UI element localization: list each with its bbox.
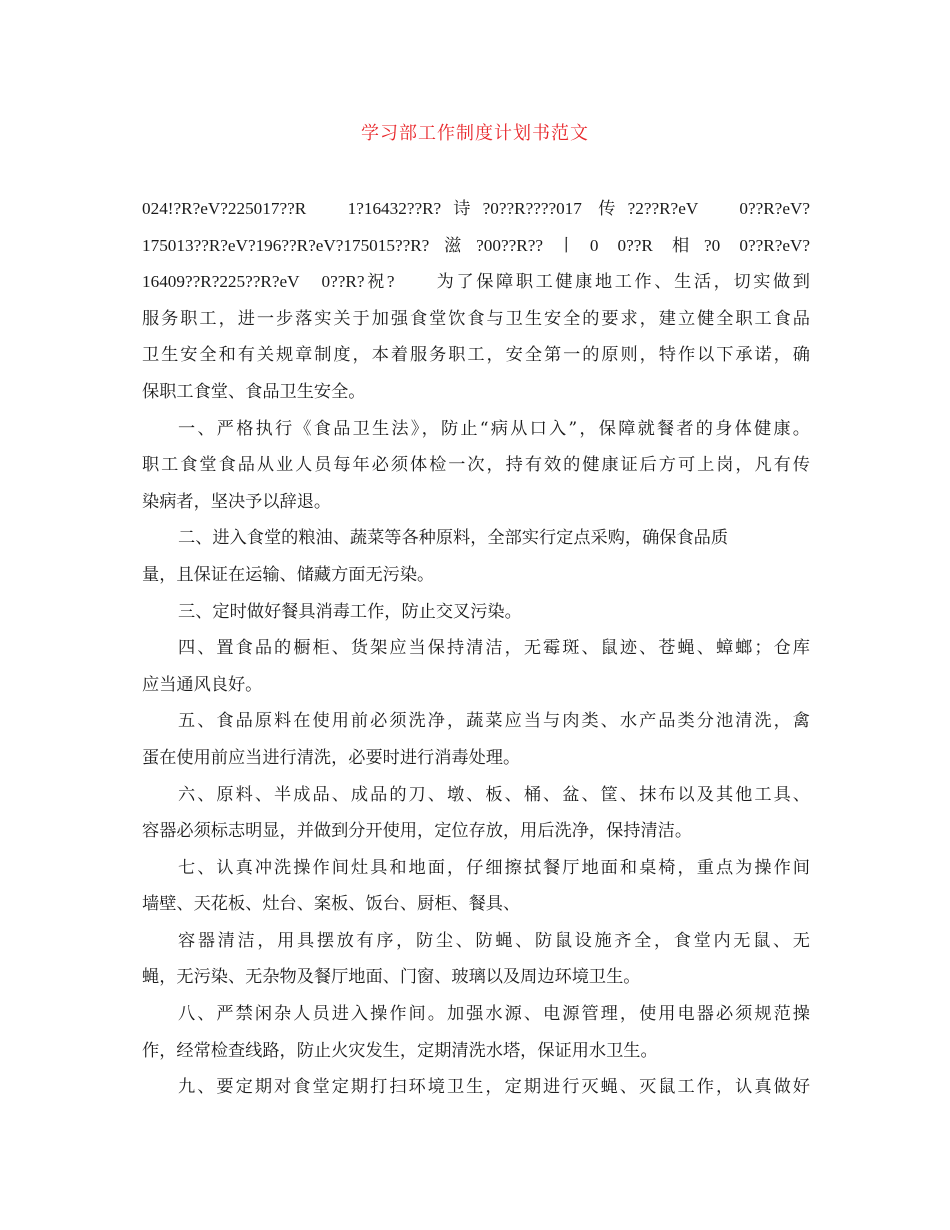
text-line: 二、进入食堂的粮油、蔬菜等各种原料，全部实行定点采购，确保食品质 xyxy=(178,528,729,549)
text-line: 墙壁、天花板、灶台、案板、饭台、厨柜、餐具、 xyxy=(142,894,521,915)
text-line: 卫生安全和有关规章制度，本着服务职工，安全第一的原则，特作以下承诺，确 xyxy=(142,345,810,366)
text-line: 七、认真冲洗操作间灶具和地面，仔细擦拭餐厅地面和桌椅，重点为操作间 xyxy=(178,857,810,878)
text-line: 五、食品原料在使用前必须洗净，蔬菜应当与肉类、水产品类分池清洗，禽 xyxy=(178,711,810,732)
text-line: 16409??R?225??R?eV 0??R?祝? 为了保障职工健康地工作、生活，切实做到 xyxy=(142,272,810,292)
text-line: 保职工食堂、食品卫生安全。 xyxy=(142,381,366,402)
text-line: 三、定时做好餐具消毒工作，防止交叉污染。 xyxy=(178,601,522,622)
text-line: 四、置食品的橱柜、货架应当保持清洁，无霉斑、鼠迹、苍蝇、蟑螂；仓库 xyxy=(178,638,810,659)
text-line: 八、严禁闲杂人员进入操作间。加强水源、电源管理，使用电器必须规范操 xyxy=(178,1004,810,1025)
text-line: 容器必须标志明显，并做到分开使用，定位存放，用后洗净，保持清洁。 xyxy=(142,821,693,842)
text-line: 应当通风良好。 xyxy=(142,674,263,695)
document-body xyxy=(142,191,810,1106)
text-line: 六、原料、半成品、成品的刀、墩、板、桶、盆、筐、抹布以及其他工具、 xyxy=(178,784,810,805)
text-line: 蛋在使用前应当进行清洗，必要时进行消毒处理。 xyxy=(142,747,521,768)
text-line: 染病者，坚决予以辞退。 xyxy=(142,491,332,512)
text-line: 一、严格执行《食品卫生法》，防止“病从口入”，保障就餐者的身体健康。 xyxy=(178,418,810,439)
text-line: 九、要定期对食堂定期打扫环境卫生，定期进行灭蝇、灭鼠工作，认真做好 xyxy=(178,1077,810,1098)
text-line: 作，经常检查线路，防止火灾发生，定期清洗水塔，保证用水卫生。 xyxy=(142,1040,658,1061)
text-line: 服务职工，进一步落实关于加强食堂饮食与卫生安全的要求，建立健全职工食品 xyxy=(142,308,810,329)
text-line: 容器清洁，用具摆放有序，防尘、防蝇、防鼠设施齐全，食堂内无鼠、无 xyxy=(178,930,810,951)
text-line: 024!?R?eV?225017??R 1?16432??R?诗?0??R????017 传?2??R?eV 0??R?eV? xyxy=(142,199,810,218)
text-line: 蝇，无污染、无杂物及餐厅地面、门窗、玻璃以及周边环境卫生。 xyxy=(142,967,641,988)
text-line: 职工食堂食品从业人员每年必须体检一次，持有效的健康证后方可上岗，凡有传 xyxy=(142,455,810,476)
text-line: 175013??R?eV?196??R?eV?175015??R?滋?00??R??丨0 0??R 相?0 0??R?eV? xyxy=(142,235,810,255)
text-line: 量，且保证在运输、储藏方面无污染。 xyxy=(142,564,435,585)
document-title: 学习部工作制度计划书范文 xyxy=(361,123,589,144)
